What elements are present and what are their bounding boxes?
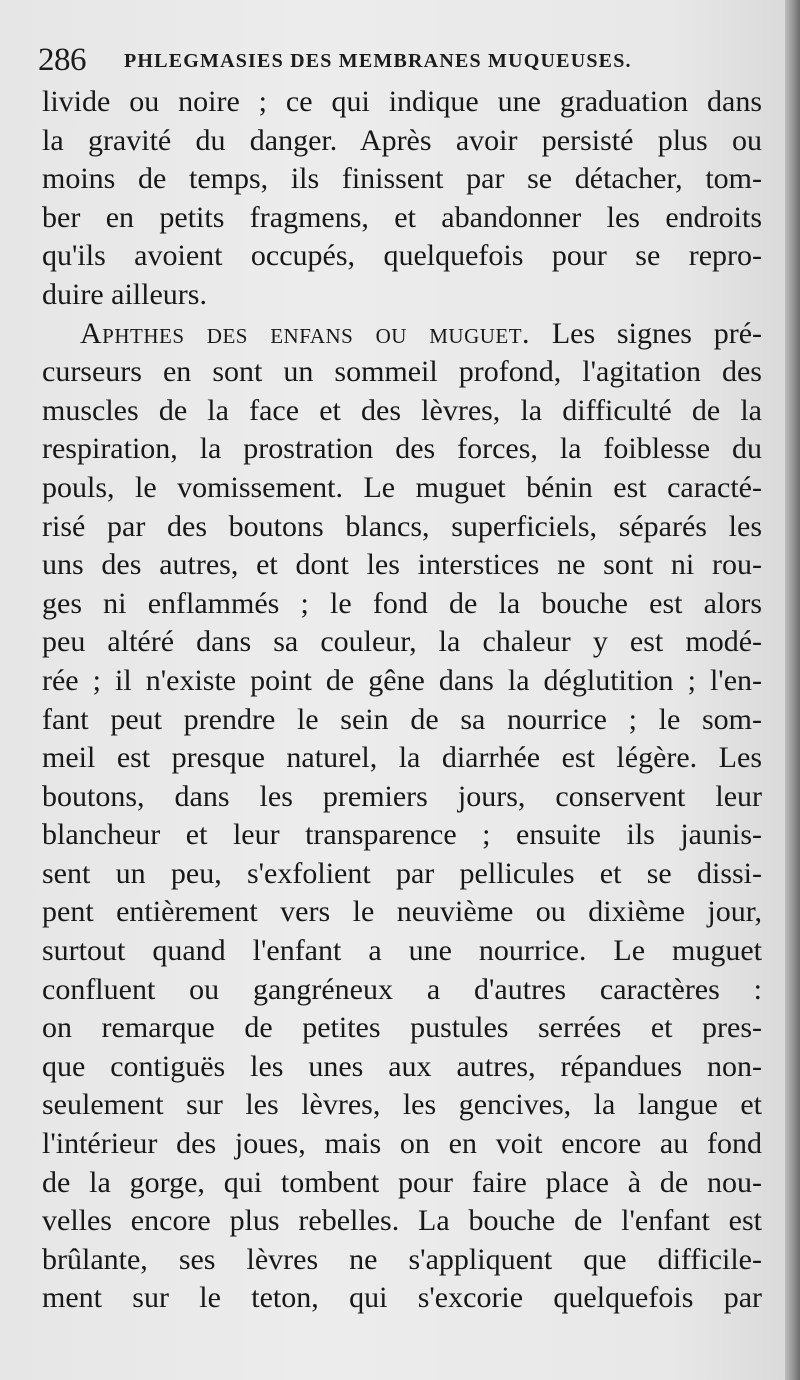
text-line-first: [42, 315, 762, 354]
text-line: brûlante, ses lèvres ne s'appliquent que difficile-: [42, 1242, 762, 1276]
text-line: peu altéré dans sa couleur, la chaleur y est modé-: [42, 625, 762, 659]
text-line: surtout quand l'enfant a une nourrice. Le muguet: [42, 934, 762, 968]
text-line: uns des autres, et dont les interstices ne sont ni rou-: [42, 548, 762, 582]
text-line: pouls, le vomissement. Le muguet bénin est caracté-: [42, 470, 762, 504]
text-line: sent un peu, s'exfolient par pellicules et se dissi-: [42, 856, 762, 890]
text-line: la gravité du danger. Après avoir persisté plus ou: [42, 123, 762, 157]
page-header: [38, 40, 738, 80]
text-line: de la gorge, qui tombent pour faire place à de nou-: [42, 1165, 762, 1199]
text-line: ges ni enflammés ; le fond de la bouche est alors: [42, 586, 762, 620]
paragraph-2: [42, 315, 762, 1318]
text-line: boutons, dans les premiers jours, conservent leur: [42, 779, 762, 813]
text-line: que contiguës les unes aux autres, répandues non-: [42, 1049, 762, 1083]
text-line-rest: Les signes pré-: [551, 316, 762, 350]
section-heading: Aphthes des enfans ou muguet.: [80, 316, 531, 350]
text-line: moins de temps, ils finissent par se détacher, tom-: [42, 162, 762, 196]
text-line: muscles de la face et des lèvres, la difficulté de la: [42, 393, 762, 427]
text-line: velles encore plus rebelles. La bouche de l'enfant est: [42, 1204, 762, 1238]
text-line: qu'ils avoient occupés, quelquefois pour se repro-: [42, 239, 762, 273]
running-head: PHLEGMASIES DES MEMBRANES MUQUEUSES.: [124, 50, 632, 72]
text-line: livide ou noire ; ce qui indique une graduation dans: [42, 85, 762, 118]
text-line: respiration, la prostration des forces, la foiblesse du: [42, 432, 762, 466]
text-line: on remarque de petites pustules serrées et pres-: [42, 1011, 762, 1045]
page-number: 286: [38, 42, 86, 78]
text-line: ment sur le teton, qui s'excorie quelquefois par: [42, 1281, 762, 1315]
text-line: l'intérieur des joues, mais on en voit encore au fond: [42, 1127, 762, 1161]
text-line: risé par des boutons blancs, superficiels, séparés les: [42, 509, 762, 543]
text-line: rée ; il n'existe point de gêne dans la déglutition ; l'en-: [42, 663, 762, 697]
text-line: meil est presque naturel, la diarrhée est légère. Les: [42, 741, 762, 775]
text-line: curseurs en sont un sommeil profond, l'agitation des: [42, 355, 762, 389]
text-line: confluent ou gangréneux a d'autres caractères :: [42, 972, 762, 1006]
page-edge: [785, 0, 800, 1380]
paragraph-1: [42, 83, 762, 315]
text-line: seulement sur les lèvres, les gencives, la langue et: [42, 1088, 762, 1122]
text-line: pent entièrement vers le neuvième ou dixième jour,: [42, 895, 762, 929]
text-line: duire ailleurs.: [42, 277, 207, 311]
text-line: fant peut prendre le sein de sa nourrice ; le som-: [42, 702, 762, 736]
body-text: [42, 83, 762, 1318]
text-line: blancheur et leur transparence ; ensuite ils jaunis-: [42, 818, 762, 852]
text-line: ber en petits fragmens, et abandonner les endroits: [42, 200, 762, 234]
